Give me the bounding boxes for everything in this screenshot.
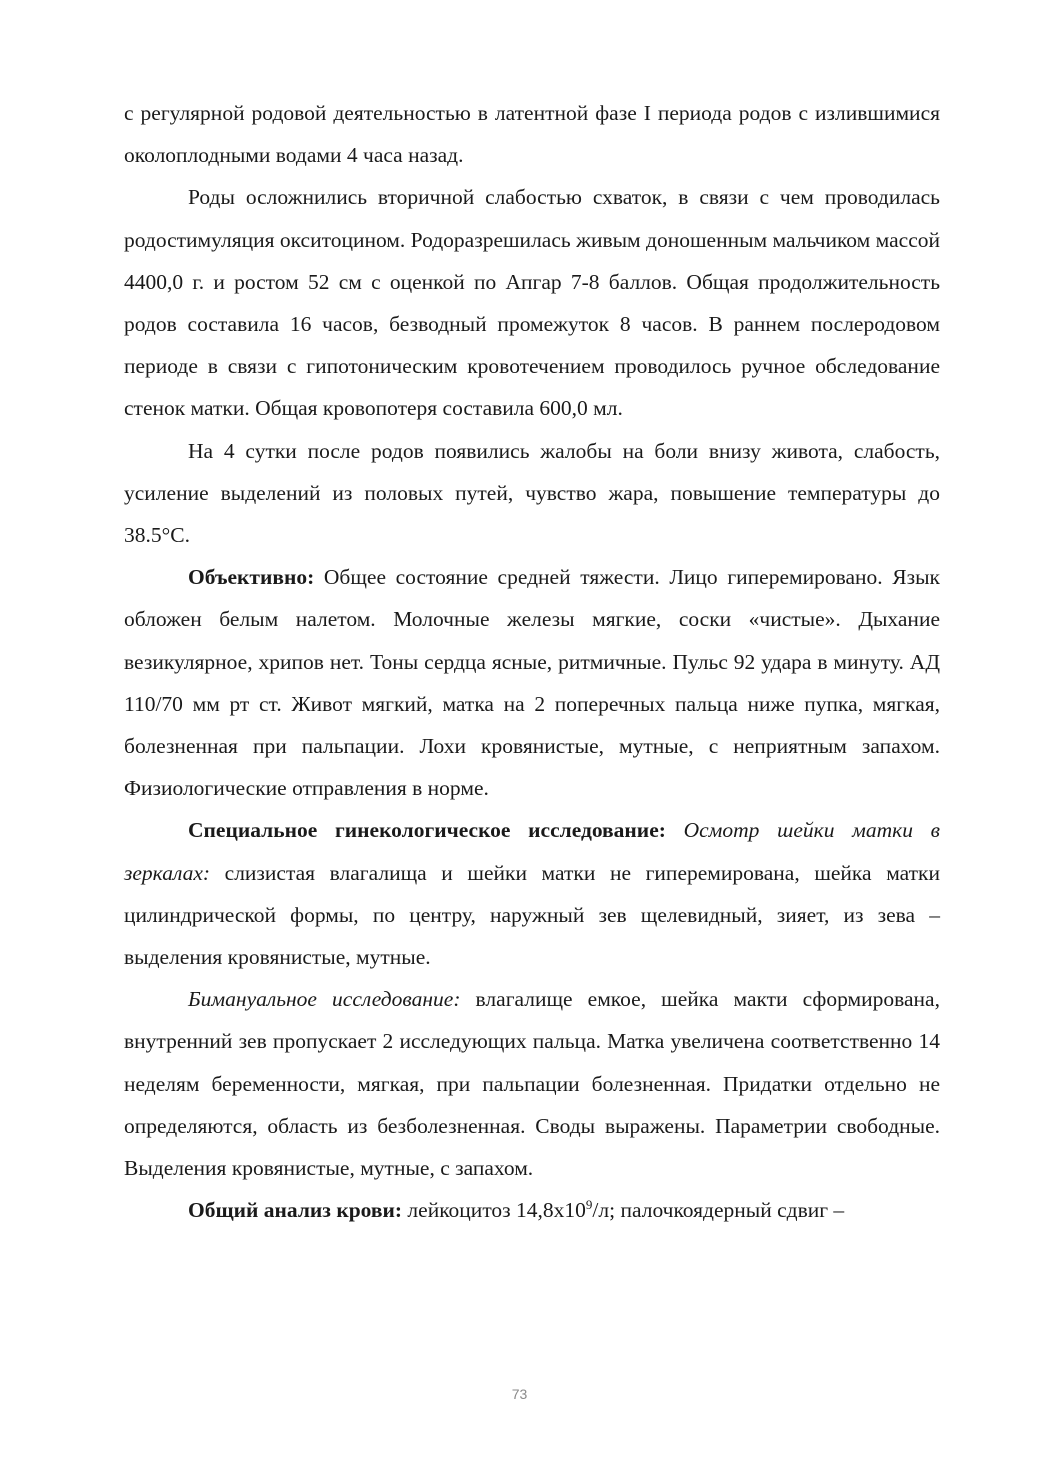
section-label-objective: Объективно: (188, 565, 315, 590)
paragraph-text: На 4 сутки после родов появились жалобы на боли внизу живота, слабость, усиление выделений из половых путей, чувство жара, повышение температуры до 38.5°С. (124, 438, 940, 548)
paragraph-text: Общее состояние средней тяжести. Лицо гиперемировано. Язык обложен белым налетом. Молочные железы мягкие, соски «чистые». Дыхание везикулярное, хрипов нет. Тоны сердца ясные, ритмичные. Пульс 92 удара в минуту. АД 110/70 мм рт ст. Живот мягкий, матка на 2 поперечных пальца ниже пупка, мягкая, болезненная при пальпации. Лохи кровянистые, мутные, с неприятным запахом. Физиологические отправления в норме. (124, 565, 940, 801)
paragraph-gynecological-exam (124, 809, 940, 978)
paragraph-objective-exam (124, 556, 940, 809)
paragraph-text: с регулярной родовой деятельностью в латентной фазе I периода родов с излившимися околоплодными водами 4 часа назад. (124, 101, 940, 168)
paragraph-text: лейкоцитоз 14,8х10 (402, 1198, 586, 1223)
section-label-gynecological: Специальное гинекологическое исследование: (188, 818, 666, 843)
subsection-label-bimanual: Бимануальное исследование: (188, 987, 461, 1012)
paragraph-labor-course (124, 176, 940, 429)
section-label-blood-test: Общий анализ крови: (188, 1198, 403, 1223)
paragraph-blood-test (124, 1189, 940, 1231)
paragraph-text: влагалище емкое, шейка макти сформирована, внутренний зев пропускает 2 исследующих пальца. Матка увеличена соответственно 14 неделям беременности, мягкая, при пальпации болезненная. Придатки отдельно не определяются, область из безболезненная. Своды выражены. Параметрии свободные. Выделения кровянистые, мутные, с запахом. (124, 987, 940, 1181)
paragraph-text: Роды осложнились вторичной слабостью схваток, в связи с чем проводилась родостимуляция окситоцином. Родоразрешилась живым доношенным мальчиком массой 4400,0 г. и ростом 52 см с оценкой по Апгар 7-8 баллов. Общая продолжительность родов составила 16 часов, безводный промежуток 8 часов. В раннем послеродовом периоде в связи с гипотоническим кровотечением проводилось ручное обследование стенок матки. Общая кровопотеря составила 600,0 мл. (124, 185, 940, 421)
paragraph-complaints (124, 430, 940, 557)
paragraph-admission-continuation (124, 92, 940, 176)
paragraph-text: /л; палочкоядерный сдвиг – (592, 1198, 845, 1223)
document-page (124, 92, 940, 1231)
paragraph-bimanual-exam (124, 978, 940, 1189)
subsection-label-speculum: Осмотр шейки матки в зеркалах: (124, 818, 940, 885)
paragraph-text: слизистая влагалища и шейки матки не гиперемирована, шейка матки цилиндрической формы, по центру, наружный зев щелевидный, зияет, из зева – выделения кровянистые, мутные. (124, 860, 940, 970)
page-number: 73 (511, 1386, 528, 1402)
superscript-exponent: 9 (585, 1197, 593, 1213)
